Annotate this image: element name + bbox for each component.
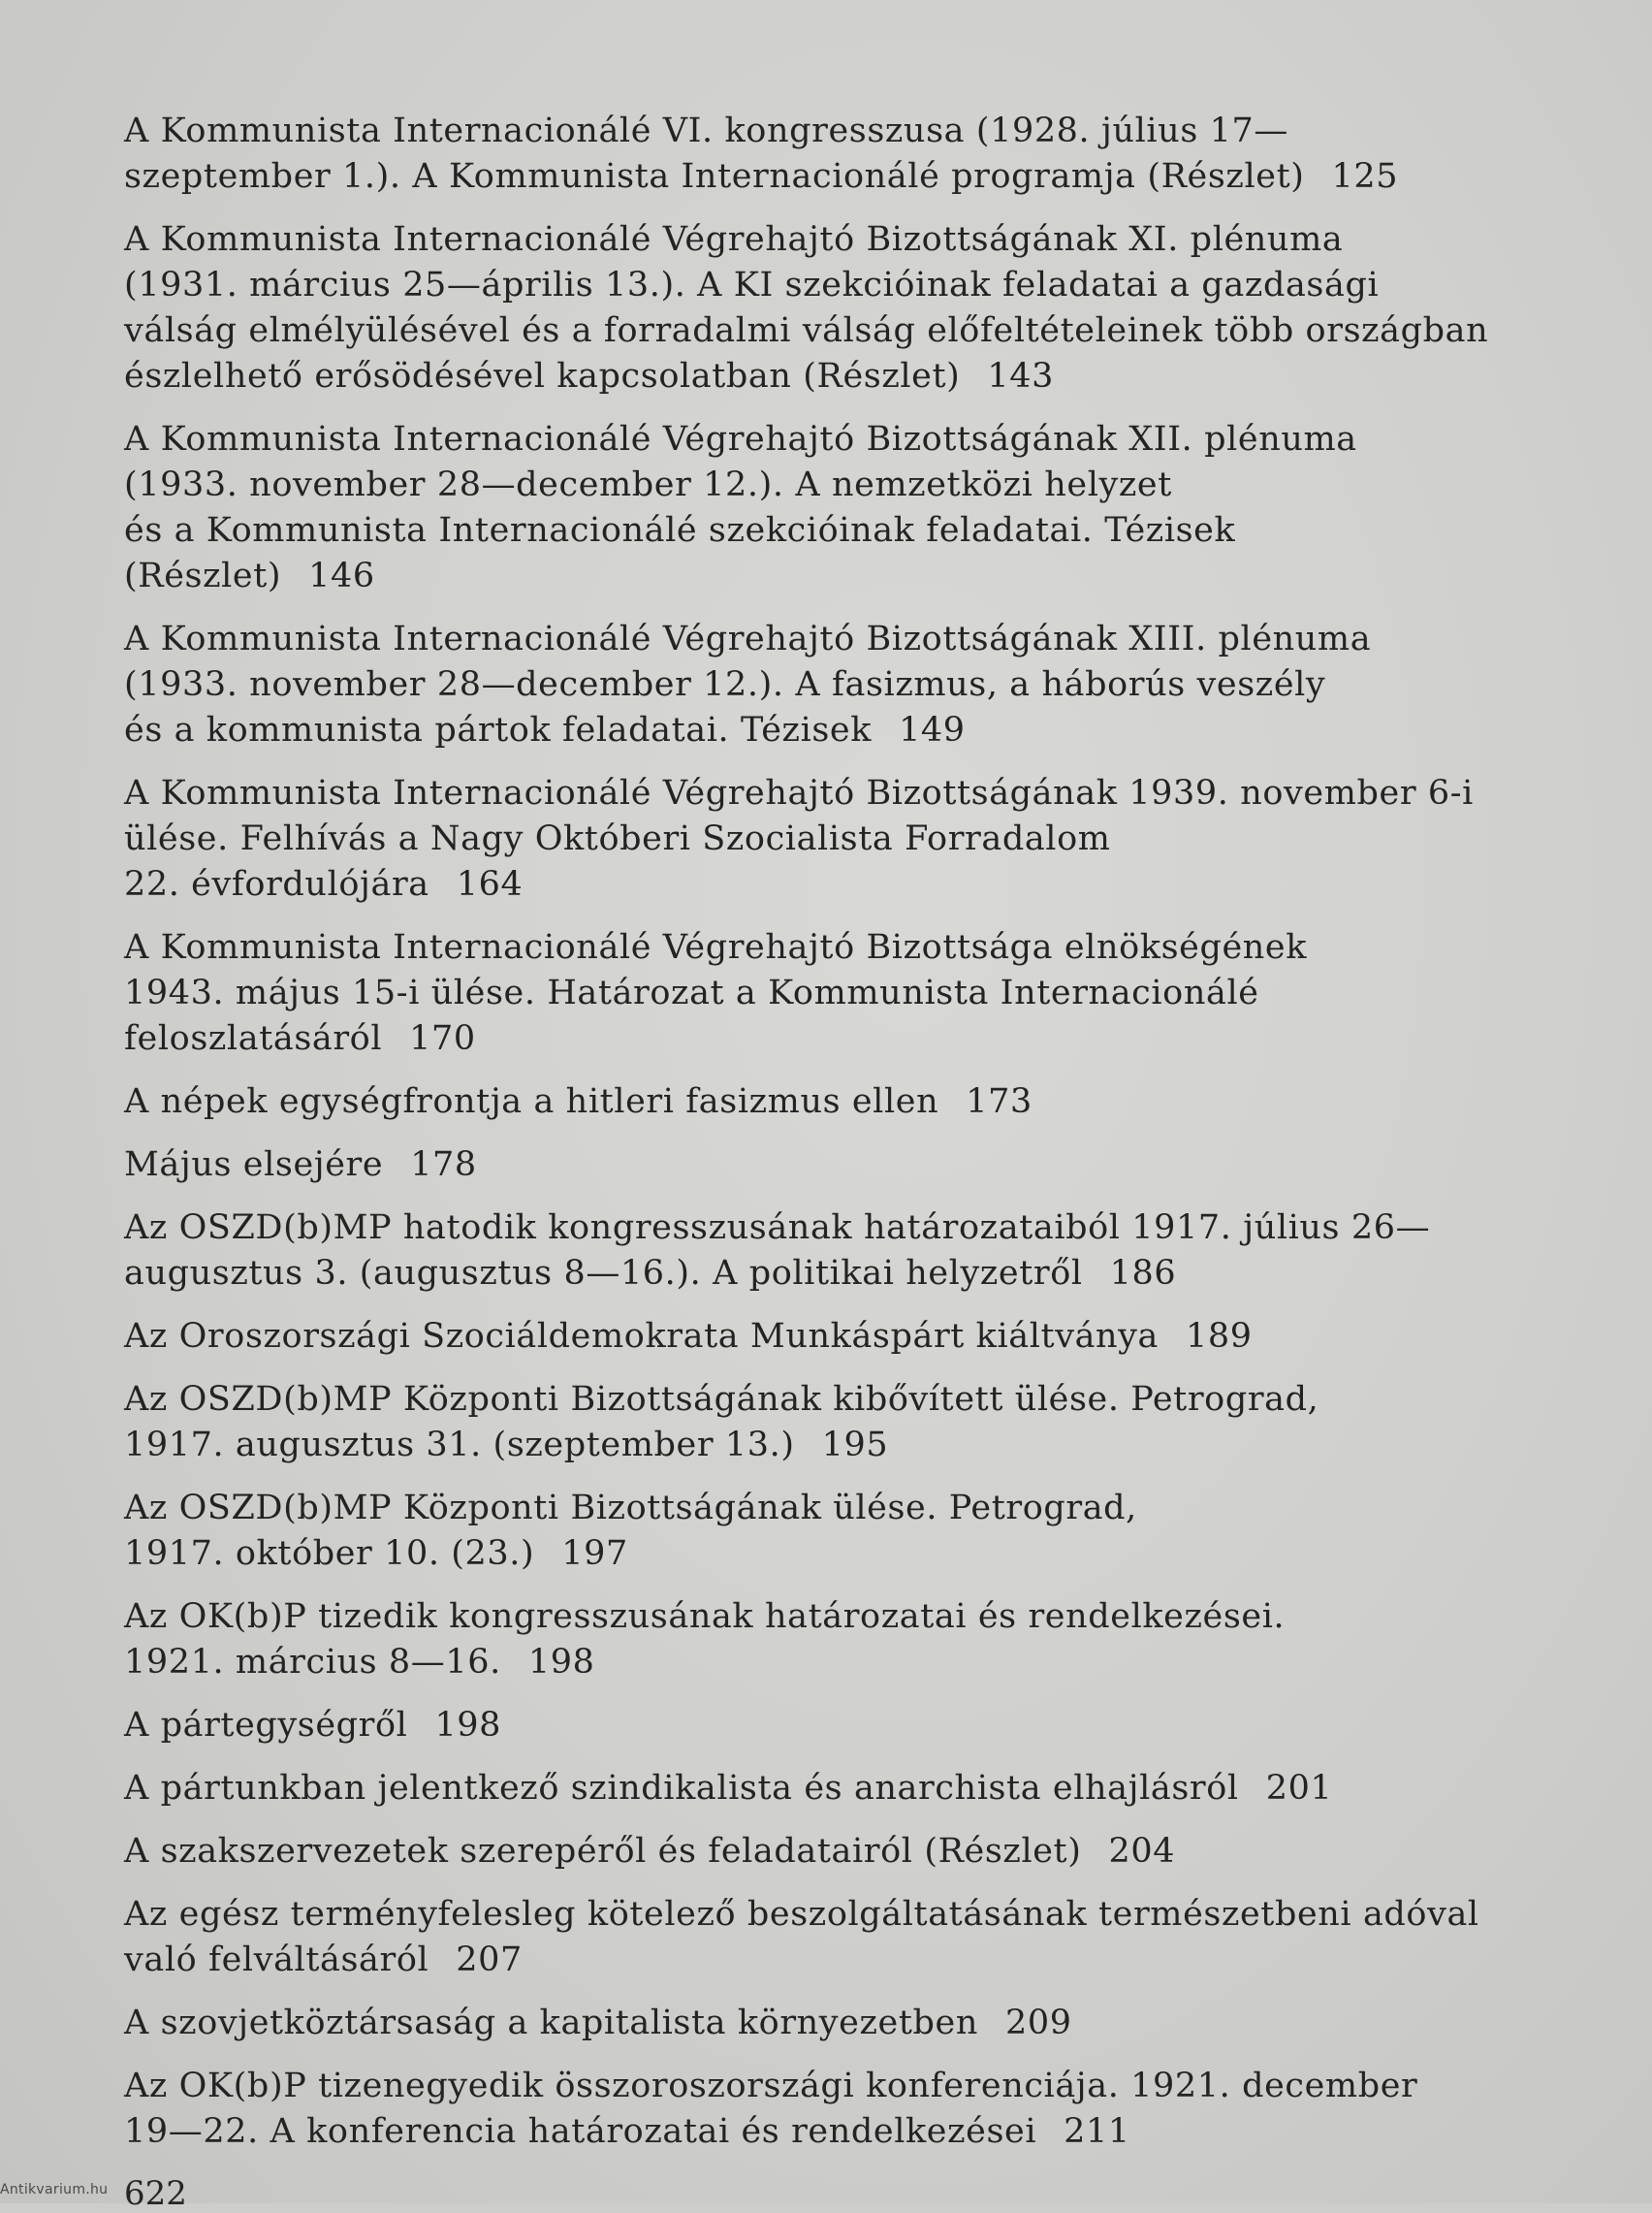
toc-entry-text: Az OK(b)P tizenegyedik összoroszországi konferenciája. 1921. december bbox=[124, 2067, 1418, 2105]
toc-entry-line bbox=[124, 925, 1617, 971]
toc-entry bbox=[124, 1142, 1617, 1188]
toc-entry-line bbox=[124, 217, 1617, 263]
toc-entry-line bbox=[124, 109, 1617, 154]
toc-entry-text: A Kommunista Internacionálé Végrehajtó Bizottságának XI. plénuma bbox=[124, 220, 1344, 259]
toc-page-number: 146 bbox=[308, 557, 375, 595]
table-of-contents bbox=[124, 109, 1617, 2172]
toc-entry-line bbox=[124, 154, 1617, 200]
toc-entry-line bbox=[124, 508, 1617, 554]
toc-entry-text: Az egész terményfelesleg kötelező beszolgáltatásának természetbeni adóval bbox=[124, 1895, 1479, 1934]
toc-entry-line bbox=[124, 1423, 1617, 1468]
toc-entry-text: 1943. május 15-i ülése. Határozat a Kommunista Internacionálé bbox=[124, 974, 1259, 1012]
toc-entry-line bbox=[124, 308, 1617, 354]
toc-page-number: 198 bbox=[434, 1706, 502, 1745]
toc-entry-text: A pártunkban jelentkező szindikalista és anarchista elhajlásról bbox=[124, 1769, 1239, 1808]
toc-entry-text: A Kommunista Internacionálé Végrehajtó Bizottságának XII. plénuma bbox=[124, 420, 1357, 459]
toc-entry-text: ülése. Felhívás a Nagy Októberi Szocialista Forradalom bbox=[124, 819, 1111, 858]
toc-entry-line bbox=[124, 817, 1617, 862]
toc-page-number: 198 bbox=[527, 1643, 595, 1682]
toc-entry-line bbox=[124, 1766, 1617, 1812]
toc-entry bbox=[124, 771, 1617, 908]
toc-page-number: 173 bbox=[966, 1082, 1032, 1121]
toc-entry bbox=[124, 1829, 1617, 1875]
toc-entry-text: válság elmélyülésével és a forradalmi válság előfeltételeinek több országban bbox=[124, 311, 1489, 350]
toc-page-number: 201 bbox=[1265, 1769, 1333, 1808]
toc-entry-text: A szovjetköztársaság a kapitalista környezetben bbox=[124, 2004, 978, 2042]
toc-entry-text: augusztus 3. (augusztus 8—16.). A politikai helyzetről bbox=[124, 1254, 1083, 1293]
toc-entry-text: 1917. augusztus 31. (szeptember 13.) bbox=[124, 1426, 795, 1464]
toc-entry-text: A Kommunista Internacionálé Végrehajtó Bizottságának XIII. plénuma bbox=[124, 620, 1372, 658]
toc-entry bbox=[124, 1205, 1617, 1297]
toc-entry-text: A Kommunista Internacionálé Végrehajtó Bizottságának 1939. november 6-i bbox=[124, 774, 1474, 813]
toc-entry-text: Az OSZD(b)MP Központi Bizottságának kibővített ülése. Petrograd, bbox=[124, 1380, 1319, 1419]
toc-entry bbox=[124, 1766, 1617, 1812]
toc-entry-text: Az OK(b)P tizedik kongresszusának határozatai és rendelkezései. bbox=[124, 1597, 1286, 1636]
toc-page-number: 149 bbox=[899, 711, 966, 750]
toc-entry-line bbox=[124, 1892, 1617, 1938]
toc-entry-line bbox=[124, 708, 1617, 754]
toc-entry-text: feloszlatásáról bbox=[124, 1019, 383, 1058]
toc-entry-text: Az OSZD(b)MP hatodik kongresszusának határozataiból 1917. július 26— bbox=[124, 1208, 1431, 1247]
toc-entry bbox=[124, 1703, 1617, 1748]
toc-entry-line bbox=[124, 1142, 1617, 1188]
toc-entry-text: való felváltásáról bbox=[124, 1940, 429, 1979]
toc-entry bbox=[124, 1314, 1617, 1360]
toc-entry bbox=[124, 417, 1617, 599]
toc-entry-text: és a Kommunista Internacionálé szekcióinak feladatai. Tézisek bbox=[124, 511, 1236, 550]
toc-entry bbox=[124, 1594, 1617, 1685]
toc-entry-text: 22. évfordulójára bbox=[124, 865, 429, 904]
toc-entry-line bbox=[124, 1016, 1617, 1062]
toc-page-number: 170 bbox=[409, 1019, 476, 1058]
toc-entry-line bbox=[124, 1703, 1617, 1748]
page-number: 622 bbox=[124, 2174, 187, 2213]
toc-entry-line bbox=[124, 1251, 1617, 1297]
toc-entry-line bbox=[124, 1377, 1617, 1423]
toc-entry-text: (1933. november 28—december 12.). A nemzetközi helyzet bbox=[124, 465, 1172, 504]
toc-entry-text: A Kommunista Internacionálé Végrehajtó Bizottsága elnökségének bbox=[124, 928, 1308, 967]
toc-entry-line bbox=[124, 263, 1617, 308]
toc-entry-text: 19—22. A konferencia határozatai és rendelkezései bbox=[124, 2112, 1037, 2151]
toc-entry-text: A szakszervezetek szerepéről és feladatairól (Részlet) bbox=[124, 1832, 1082, 1871]
toc-entry-line bbox=[124, 1938, 1617, 1983]
toc-entry-line bbox=[124, 662, 1617, 708]
toc-entry bbox=[124, 1079, 1617, 1125]
toc-entry-line bbox=[124, 1486, 1617, 1531]
toc-entry-text: 1917. október 10. (23.) bbox=[124, 1534, 535, 1573]
toc-entry-text: szeptember 1.). A Kommunista Internacionálé programja (Részlet) bbox=[124, 157, 1305, 196]
toc-entry-line bbox=[124, 1531, 1617, 1577]
toc-entry-line bbox=[124, 554, 1617, 599]
toc-entry-line bbox=[124, 862, 1617, 908]
toc-entry-text: észlelhető erősödésével kapcsolatban (Részlet) bbox=[124, 357, 961, 396]
toc-entry bbox=[124, 2064, 1617, 2155]
toc-page-number: 143 bbox=[987, 357, 1055, 396]
toc-entry-text: Az Oroszországi Szociáldemokrata Munkáspárt kiáltványa bbox=[124, 1317, 1160, 1356]
toc-entry bbox=[124, 217, 1617, 400]
toc-entry-line bbox=[124, 1640, 1617, 1685]
toc-entry-line bbox=[124, 2064, 1617, 2109]
toc-entry bbox=[124, 1892, 1617, 1983]
toc-entry-line bbox=[124, 617, 1617, 662]
toc-entry-text: A népek egységfrontja a hitleri fasizmus ellen bbox=[124, 1082, 939, 1121]
toc-entry-line bbox=[124, 771, 1617, 817]
toc-entry-line bbox=[124, 971, 1617, 1016]
toc-page-number: 178 bbox=[410, 1145, 477, 1184]
toc-entry-text: Az OSZD(b)MP Központi Bizottságának ülése. Petrograd, bbox=[124, 1489, 1137, 1527]
toc-entry-line bbox=[124, 1205, 1617, 1251]
toc-page-number: 197 bbox=[561, 1534, 628, 1573]
toc-entry-line bbox=[124, 1314, 1617, 1360]
toc-entry-text: (Részlet) bbox=[124, 557, 282, 595]
toc-page-number: 211 bbox=[1064, 2112, 1130, 2151]
toc-entry-line bbox=[124, 463, 1617, 508]
toc-entry-text: (1931. március 25—április 13.). A KI szekcióinak feladatai a gazdasági bbox=[124, 266, 1380, 305]
toc-entry-text: Május elsejére bbox=[124, 1145, 384, 1184]
toc-entry-line bbox=[124, 417, 1617, 463]
toc-entry-line bbox=[124, 2109, 1617, 2155]
watermark: Antikvarium.hu bbox=[0, 2182, 109, 2197]
toc-page-number: 195 bbox=[821, 1426, 889, 1464]
toc-page-number: 186 bbox=[1109, 1254, 1177, 1293]
toc-entry-text: (1933. november 28—december 12.). A fasizmus, a háborús veszély bbox=[124, 665, 1326, 704]
toc-page-number: 207 bbox=[456, 1940, 523, 1979]
toc-page-number: 189 bbox=[1186, 1317, 1253, 1356]
toc-entry bbox=[124, 109, 1617, 200]
toc-entry-text: 1921. március 8—16. bbox=[124, 1643, 501, 1682]
toc-page-number: 125 bbox=[1331, 157, 1399, 196]
toc-entry-line bbox=[124, 1079, 1617, 1125]
toc-entry bbox=[124, 1486, 1617, 1577]
toc-page-number: 164 bbox=[456, 865, 524, 904]
toc-entry-line bbox=[124, 2001, 1617, 2046]
toc-entry bbox=[124, 925, 1617, 1062]
toc-page-number: 204 bbox=[1108, 1832, 1176, 1871]
toc-entry-text: A Kommunista Internacionálé VI. kongresszusa (1928. július 17— bbox=[124, 112, 1288, 150]
toc-entry bbox=[124, 617, 1617, 754]
toc-entry-line bbox=[124, 1829, 1617, 1875]
toc-entry-line bbox=[124, 1594, 1617, 1640]
toc-entry-text: A pártegységről bbox=[124, 1706, 408, 1745]
toc-entry bbox=[124, 1377, 1617, 1468]
toc-entry-line bbox=[124, 354, 1617, 400]
toc-entry bbox=[124, 2001, 1617, 2046]
toc-page-number: 209 bbox=[1004, 2004, 1072, 2042]
toc-entry-text: és a kommunista pártok feladatai. Tézisek bbox=[124, 711, 873, 750]
